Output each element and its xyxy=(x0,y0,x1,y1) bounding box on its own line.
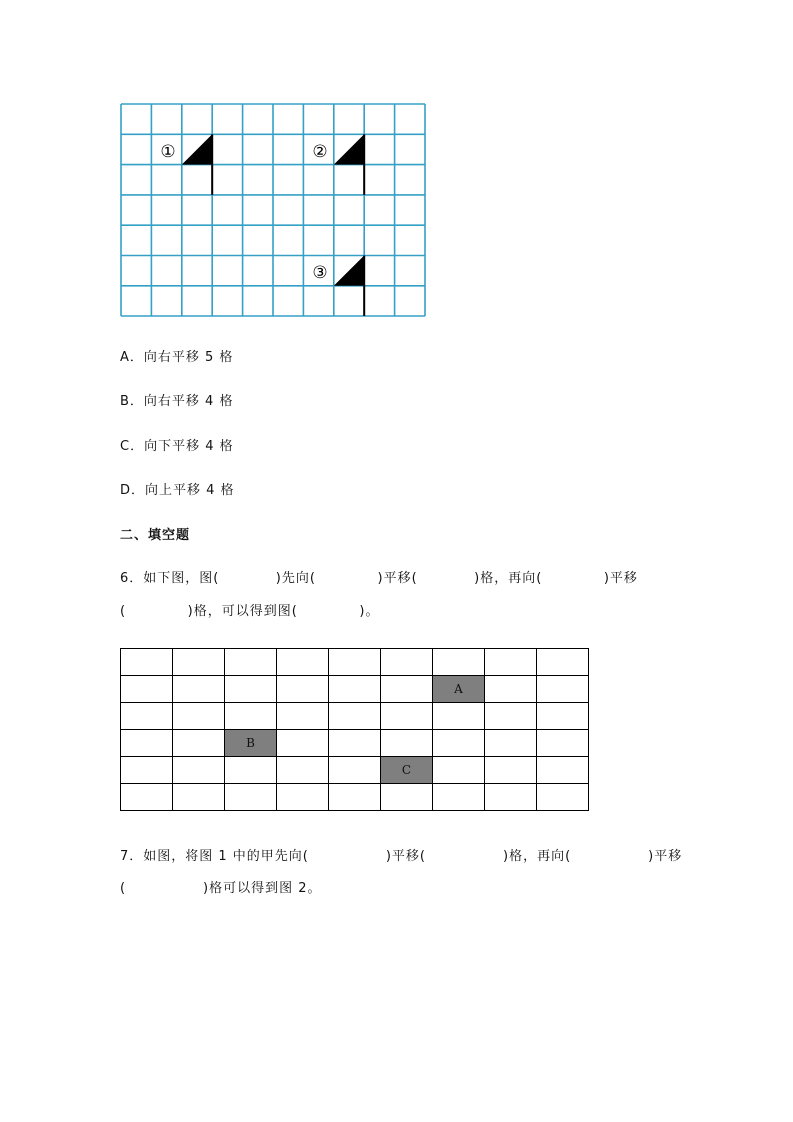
shape-grid-figure xyxy=(120,648,589,811)
grid-lines xyxy=(121,104,425,316)
flag-grid-figure xyxy=(120,103,426,317)
question-7-line-2: ( )格可以得到图 2。 xyxy=(120,881,322,896)
shape-c: C xyxy=(381,757,433,784)
question-7-line-1: 7．如图，将图 1 中的甲先向( )平移( )格，再向( )平移 xyxy=(120,849,683,864)
question-6-line-2: ( )格，可以得到图( )。 xyxy=(120,604,380,619)
flag-label-2: ② xyxy=(312,142,328,162)
flag-3 xyxy=(334,256,364,317)
section-title: 二、填空题 xyxy=(120,528,191,543)
shape-a: A xyxy=(433,676,485,703)
shape-b: B xyxy=(225,730,277,757)
flag-label-3: ③ xyxy=(312,263,328,283)
option-d: D．向上平移 4 格 xyxy=(120,483,235,498)
flag-label-1: ① xyxy=(160,142,176,162)
option-c: C．向下平移 4 格 xyxy=(120,439,234,454)
question-6-line-1: 6．如下图，图( )先向( )平移( )格，再向( )平移 xyxy=(120,571,638,586)
option-b: B．向右平移 4 格 xyxy=(120,394,234,409)
option-a: A．向右平移 5 格 xyxy=(120,350,234,365)
